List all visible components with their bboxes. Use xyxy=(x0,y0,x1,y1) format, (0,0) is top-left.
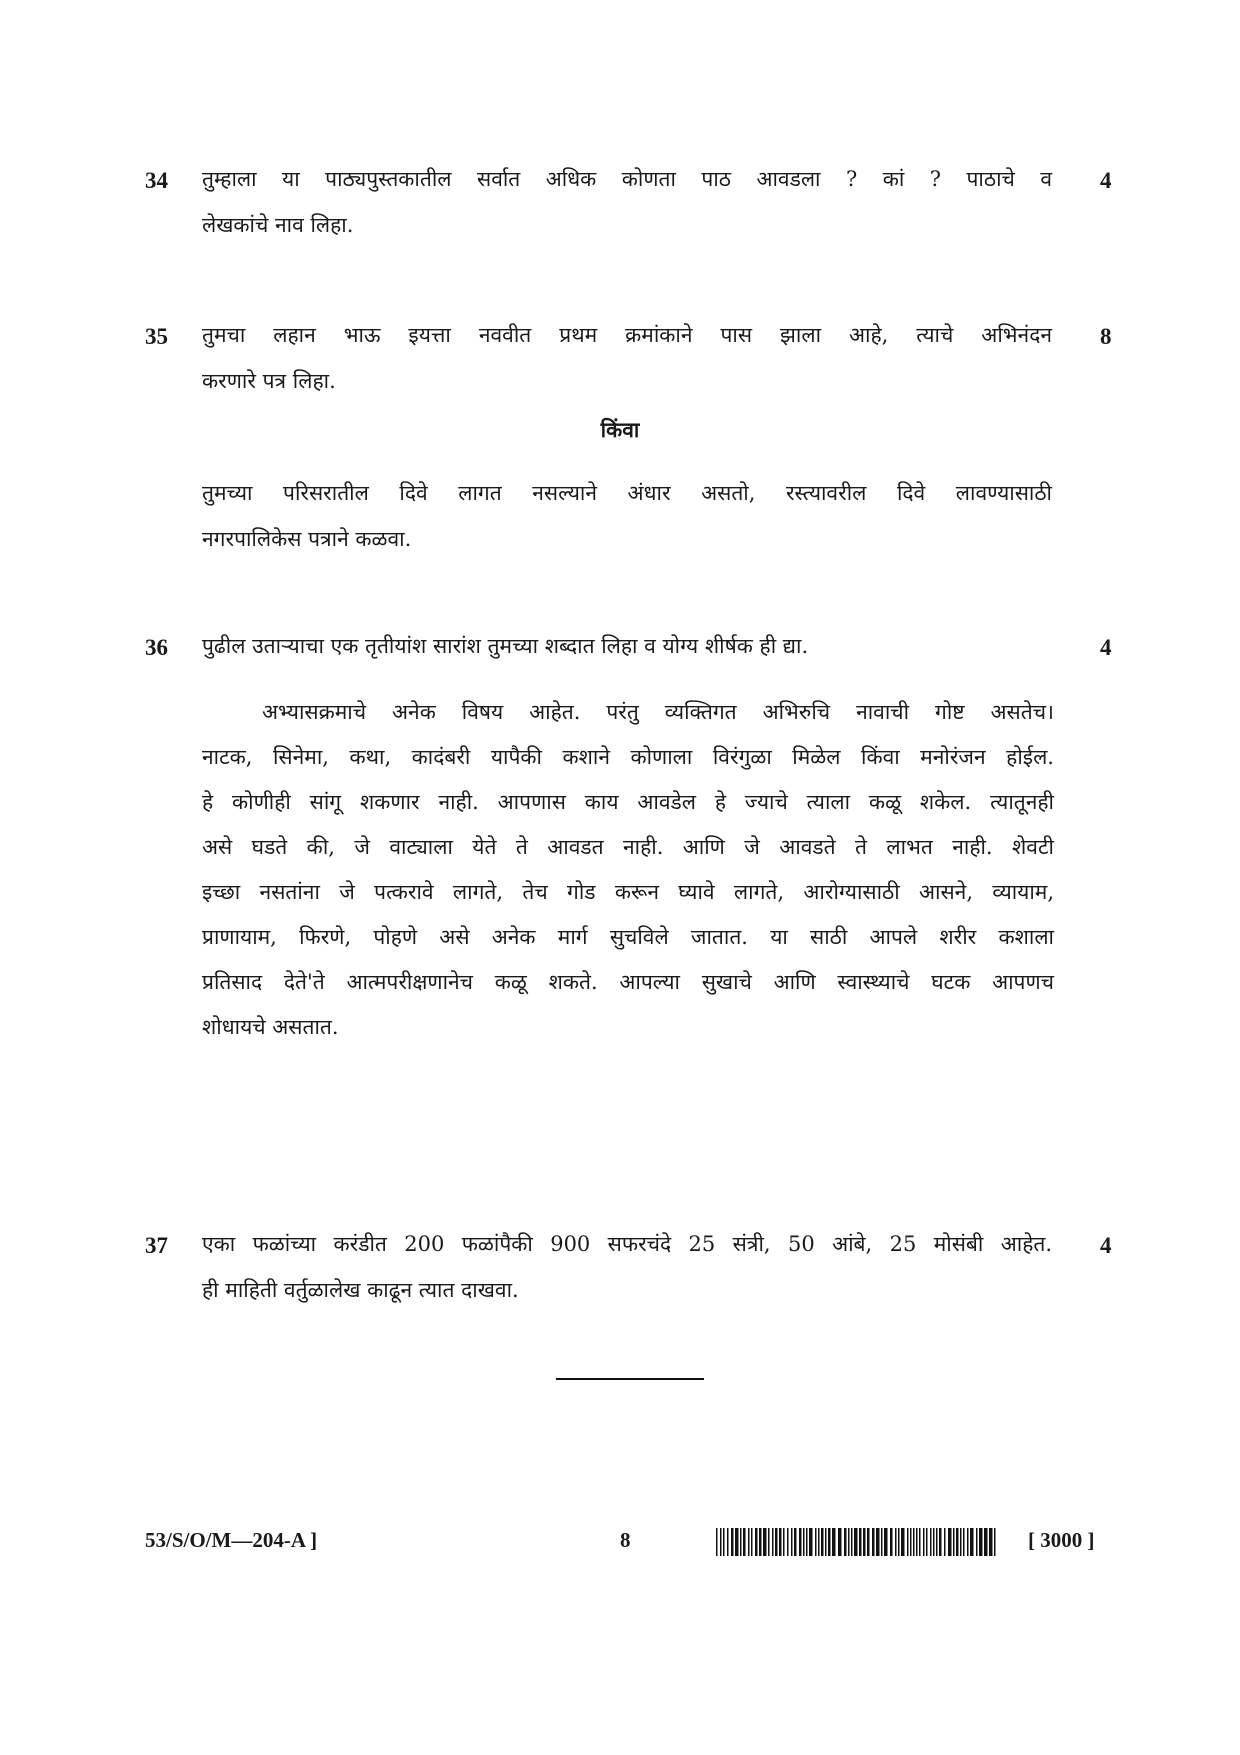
question-marks: 4 xyxy=(1100,635,1112,660)
question-line: तुमचा लहान भाऊ इयत्ता नववीत प्रथम क्रमांकाने पास झाला आहे, त्याचे अभिनंदन xyxy=(202,323,1052,347)
question-line: नगरपालिकेस पत्राने कळवा. xyxy=(202,527,412,551)
question-text xyxy=(202,623,1052,669)
page-number: 8 xyxy=(620,1528,631,1552)
paper-code: 53/S/O/M—204-A ] xyxy=(145,1528,318,1552)
passage-line: असे घडते की, जे वाट्याला येते ते आवडत नाही. आणि जे आवडते ते लाभत नाही. शेवटी xyxy=(202,835,1054,859)
passage-line: नाटक, सिनेमा, कथा, कादंबरी यापैकी कशाने कोणाला विरंगुळा मिळेल किंवा मनोरंजन होईल. xyxy=(202,745,1054,769)
question-number: 37 xyxy=(145,1233,168,1258)
question-marks: 8 xyxy=(1100,324,1112,349)
question-marks: 4 xyxy=(1100,1233,1112,1258)
or-label: किंवा xyxy=(600,417,640,442)
question-line: एका फळांच्या करंडीत 200 फळांपैकी 900 सफरचंदे 25 संत्री, 50 आंबे, 25 मोसंबी आहेत. xyxy=(202,1232,1052,1256)
question-line: पुढील उताऱ्याचा एक तृतीयांश सारांश तुमच्या शब्दात लिहा व योग्य शीर्षक ही द्या. xyxy=(202,634,809,658)
question-line: तुम्हाला या पाठ्यपुस्तकातील सर्वात अधिक कोणता पाठ आवडला ? कां ? पाठाचे व xyxy=(202,167,1052,191)
question-text xyxy=(202,312,1052,404)
question-line: ही माहिती वर्तुळालेख काढून त्यात दाखवा. xyxy=(202,1278,519,1302)
passage-line: इच्छा नसतांना जे पत्करावे लागते, तेच गोड करून घ्यावे लागते, आरोग्यासाठी आसने, व्यायाम, xyxy=(202,880,1054,904)
question-text xyxy=(202,1221,1052,1313)
question-text xyxy=(202,156,1052,248)
question-line: करणारे पत्र लिहा. xyxy=(202,369,336,393)
alternate-question-text xyxy=(202,470,1052,562)
passage-line: शोधायचे असतात. xyxy=(202,1015,339,1039)
question-marks: 4 xyxy=(1100,168,1112,193)
question-number: 34 xyxy=(145,168,168,193)
end-rule-divider xyxy=(556,1378,704,1380)
question-line: तुमच्या परिसरातील दिवे लागत नसल्याने अंधार असतो, रस्त्यावरील दिवे लावण्यासाठी xyxy=(202,481,1052,505)
passage-line: प्राणायाम, फिरणे, पोहणे असे अनेक मार्ग सुचविले जातात. या साठी आपले शरीर कशाला xyxy=(202,925,1054,949)
print-count: [ 3000 ] xyxy=(1028,1528,1095,1552)
passage-line: हे कोणीही सांगू शकणार नाही. आपणास काय आवडेल हे ज्याचे त्याला कळू शकेल. त्यातूनही xyxy=(202,790,1054,814)
passage-line: प्रतिसाद देते'ते आत्मपरीक्षणानेच कळू शकते. आपल्या सुखाचे आणि स्वास्थ्याचे घटक आपणच xyxy=(202,970,1054,994)
passage xyxy=(202,690,1054,1050)
passage-line: अभ्यासक्रमाचे अनेक विषय आहेत. परंतु व्यक्तिगत अभिरुचि नावाची गोष्ट असतेच। xyxy=(262,700,1054,724)
question-number: 35 xyxy=(145,324,168,349)
question-line: लेखकांचे नाव लिहा. xyxy=(202,213,354,237)
barcode-icon xyxy=(716,1528,996,1556)
question-number: 36 xyxy=(145,635,168,660)
